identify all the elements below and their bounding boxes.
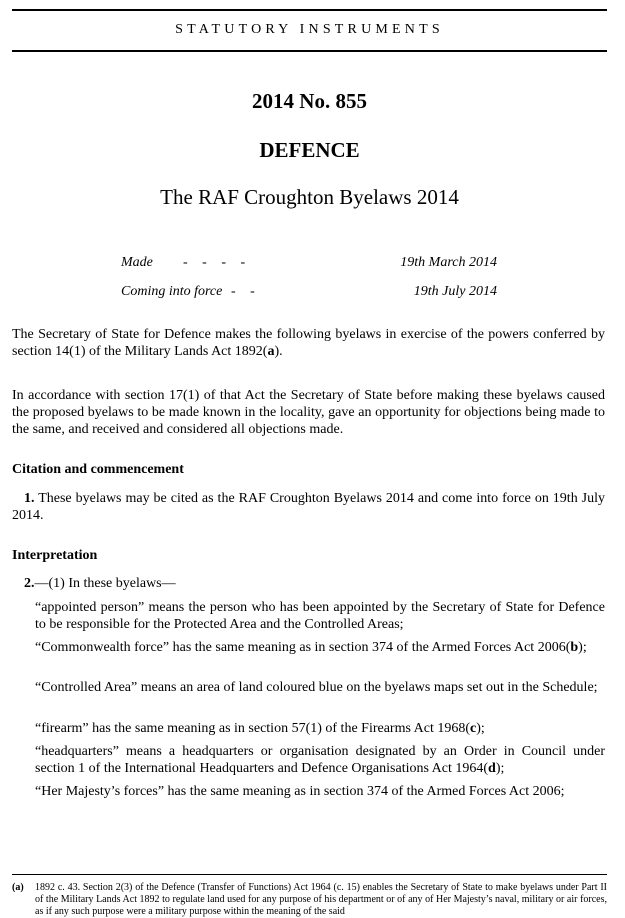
top-rule <box>12 9 607 11</box>
section-2-intro-text: —(1) In these byelaws— <box>34 576 176 591</box>
footnote-rule <box>12 874 607 875</box>
force-date: 19th July 2014 <box>413 284 497 299</box>
footnote-ref-a[interactable]: a <box>267 344 275 359</box>
consultation-paragraph: In accordance with section 17(1) of that Act the Secretary of State before making these byelaws caused the proposed byelaws to be made known in the locality, gave an opportunity for objections being made to the same, and received and considered all objections made. <box>12 388 605 437</box>
definition-end: ); <box>495 761 505 776</box>
definition-controlled-area <box>35 679 605 696</box>
made-dashes: - - - - <box>183 255 247 270</box>
si-number: 2014 No. 855 <box>252 89 367 113</box>
section-2-intro <box>24 575 584 592</box>
definition-text: “appointed person” means the person who has been appointed by the Secretary of State for Defence to be responsible for the Protected Area and the Controlled Areas; <box>35 600 605 632</box>
footnote-text: 1892 c. 43. Section 2(3) of the Defence (Transfer of Functions) Act 1964 (c. 15) enables the Secretary of State to make byelaws under Part II of the Military Lands Act 1892 to regulate land used for any purpose of his department or of any of Her Majesty’s naval, military or air forces, as if any such purpose were a military purpose within the meaning of the said <box>35 882 607 917</box>
definition-text: “headquarters” means a headquarters or organisation designated by an Order in Council under section 1 of the International Headquarters and Defence Organisations Act 1964( <box>35 744 605 776</box>
definition-end: ); <box>476 721 485 736</box>
definition-text: “firearm” has the same meaning as in section 57(1) of the Firearms Act 1968( <box>35 721 471 736</box>
definition-text: “Her Majesty’s forces” has the same meaning as in section 374 of the Armed Forces Act 2006; <box>35 784 565 799</box>
made-label: Made <box>121 255 153 270</box>
definition-appointed-person <box>35 599 605 633</box>
instrument-title: The RAF Croughton Byelaws 2014 <box>160 185 459 209</box>
footnote-ref-d[interactable]: d <box>488 761 496 776</box>
section-2-number: 2. <box>24 576 35 591</box>
preamble-paragraph <box>12 326 605 360</box>
interpretation-heading: Interpretation <box>12 548 98 563</box>
preamble-text: The Secretary of State for Defence makes the following byelaws in exercise of the powers conferred by section 14(1) of the Military Lands Act 1892( <box>12 327 605 359</box>
made-date: 19th March 2014 <box>400 255 497 270</box>
definition-end: ); <box>578 640 587 655</box>
section-1-text: These byelaws may be cited as the RAF Croughton Byelaws 2014 and come into force on 19th July 2014. <box>12 491 605 523</box>
section-1-number: 1. <box>24 491 35 506</box>
citation-heading: Citation and commencement <box>12 462 184 477</box>
force-date-row <box>121 284 497 304</box>
footnote-ref-c[interactable]: c <box>470 721 477 736</box>
force-label: Coming into force <box>121 284 223 299</box>
definition-her-majestys-forces <box>35 783 605 800</box>
definition-text: “Commonwealth force” has the same meaning as in section 374 of the Armed Forces Act 2006( <box>35 640 571 655</box>
definition-headquarters <box>35 743 605 777</box>
definition-firearm <box>35 720 605 737</box>
subject-heading: DEFENCE <box>259 138 360 162</box>
made-date-row <box>121 255 497 275</box>
header-rule <box>12 50 607 52</box>
preamble-end: ). <box>274 344 283 359</box>
footnote-label: (a) <box>12 882 24 893</box>
section-1 <box>12 490 605 524</box>
definition-commonwealth-force <box>35 639 605 656</box>
force-dashes: - - <box>231 284 256 299</box>
footnote-ref-b[interactable]: b <box>570 640 579 655</box>
series-title: STATUTORY INSTRUMENTS <box>175 22 444 37</box>
definition-text: “Controlled Area” means an area of land coloured blue on the byelaws maps set out in the Schedule; <box>35 680 598 695</box>
